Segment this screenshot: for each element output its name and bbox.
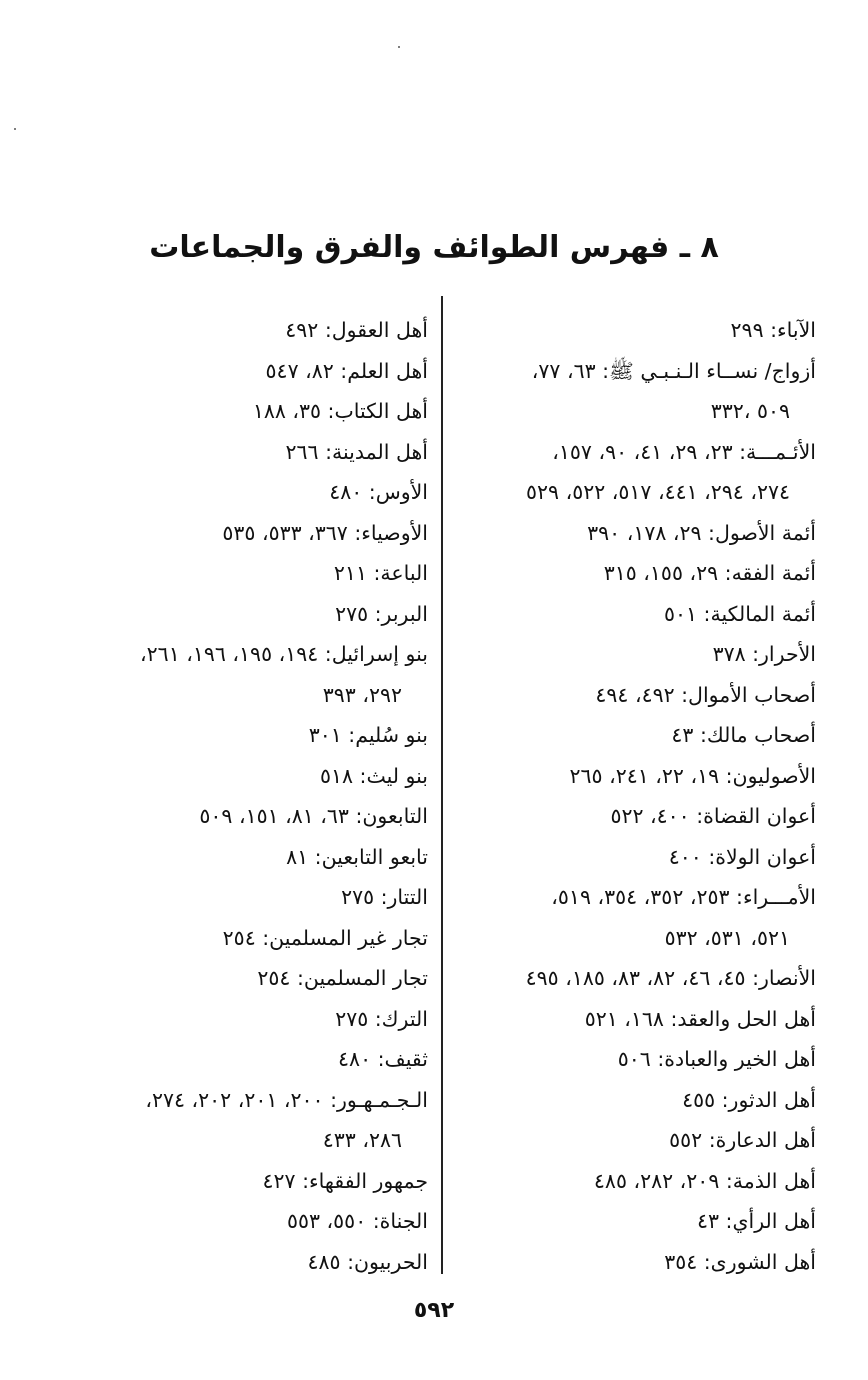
index-entry bbox=[8, 1242, 428, 1283]
index-entry bbox=[424, 351, 816, 432]
index-entry-line: أهل الذمة: ٢٠٩، ٢٨٢، ٤٨٥ bbox=[593, 1168, 816, 1193]
index-entry-line: أهل العلم: ٨٢، ٥٤٧ bbox=[265, 358, 428, 383]
index-entry bbox=[8, 553, 428, 594]
column-divider bbox=[441, 296, 443, 1274]
index-entry-line: أصحاب الأموال: ٤٩٢، ٤٩٤ bbox=[595, 682, 816, 707]
index-entry-line: تابعو التابعين: ٨١ bbox=[286, 844, 428, 869]
index-entry bbox=[8, 391, 428, 432]
index-entry bbox=[8, 594, 428, 635]
index-entry-line: الأنصار: ٤٥، ٤٦، ٨٢، ٨٣، ١٨٥، ٤٩٥ bbox=[525, 966, 816, 990]
index-entry bbox=[8, 351, 428, 392]
index-entry bbox=[424, 1161, 816, 1202]
index-entry bbox=[8, 918, 428, 959]
stray-mark-left bbox=[14, 128, 16, 130]
index-entry-line: الأصوليون: ١٩، ٢٢، ٢٤١، ٢٦٥ bbox=[569, 763, 816, 788]
index-entry bbox=[424, 837, 816, 878]
index-entry-line: أهل الكتاب: ٣٥، ١٨٨ bbox=[252, 399, 428, 423]
index-entry-line: جمهور الفقهاء: ٤٢٧ bbox=[262, 1168, 428, 1193]
index-entry bbox=[8, 310, 428, 351]
index-entry-line: تجار غير المسلمين: ٢٥٤ bbox=[222, 925, 428, 950]
index-entry-line: أهل الدثور: ٤٥٥ bbox=[682, 1087, 816, 1112]
index-entry bbox=[424, 513, 816, 554]
index-entry-line: أهل المدينة: ٢٦٦ bbox=[285, 439, 428, 464]
index-entry bbox=[8, 999, 428, 1040]
index-entry bbox=[8, 877, 428, 918]
index-entry-continuation: ٢٧٤، ٢٩٤، ٤٤١، ٥١٧، ٥٢٢، ٥٢٩ bbox=[526, 480, 790, 504]
index-entry bbox=[8, 634, 428, 715]
index-entry bbox=[424, 1201, 816, 1242]
index-entry bbox=[424, 1039, 816, 1080]
index-entry-line: أهل الشورى: ٣٥٤ bbox=[664, 1249, 816, 1274]
index-entry bbox=[8, 1039, 428, 1080]
index-entry-line: الحربيون: ٤٨٥ bbox=[307, 1249, 428, 1274]
index-entry bbox=[8, 1161, 428, 1202]
index-entry-continuation: ٥٠٩ ،٣٣٢ bbox=[710, 399, 790, 423]
index-entry-line: التابعون: ٦٣، ٨١، ١٥١، ٥٠٩ bbox=[199, 804, 428, 828]
index-entry-line: أهل الدعارة: ٥٥٢ bbox=[669, 1128, 816, 1152]
index-entry bbox=[424, 1242, 816, 1283]
index-entry-line: بنو إسرائيل: ١٩٤، ١٩٥، ١٩٦، ٢٦١، bbox=[140, 642, 428, 666]
index-entry-line: أعوان الولاة: ٤٠٠ bbox=[668, 844, 816, 869]
index-entry-line: البربر: ٢٧٥ bbox=[335, 601, 428, 626]
index-entry bbox=[424, 999, 816, 1040]
index-entry bbox=[8, 715, 428, 756]
page-title: ٨ ـ فهرس الطوائف والفرق والجماعات bbox=[149, 230, 719, 265]
index-entry-line: أهل الحل والعقد: ١٦٨، ٥٢١ bbox=[584, 1006, 816, 1031]
index-entry-line: الآباء: ٢٩٩ bbox=[730, 318, 816, 342]
index-entry-line: الأحرار: ٣٧٨ bbox=[712, 642, 816, 666]
index-entry-continuation: ٢٩٢، ٣٩٣ bbox=[322, 682, 402, 707]
page-number: ٥٩٢ bbox=[413, 1298, 455, 1323]
index-entry-line: الأمـــراء: ٢٥٣، ٣٥٢، ٣٥٤، ٥١٩، bbox=[551, 885, 816, 909]
index-entry-line: الأوس: ٤٨٠ bbox=[329, 480, 428, 504]
index-entry bbox=[424, 553, 816, 594]
index-entry bbox=[424, 310, 816, 351]
index-entry-line: أزواج/ نســاء الـنـبـي ﷺ: ٦٣، ٧٧، bbox=[531, 358, 816, 383]
index-entry bbox=[424, 1120, 816, 1161]
index-column-left bbox=[8, 310, 428, 1282]
index-entry-continuation: ٢٨٦، ٤٣٣ bbox=[322, 1128, 402, 1152]
index-entry-line: أهل الخير والعبادة: ٥٠٦ bbox=[617, 1047, 816, 1071]
index-entry-line: ثقيف: ٤٨٠ bbox=[338, 1047, 428, 1071]
index-entry bbox=[8, 1201, 428, 1242]
index-column-right bbox=[424, 310, 816, 1282]
index-entry bbox=[8, 1080, 428, 1161]
index-entry-line: أئمة المالكية: ٥٠١ bbox=[663, 601, 816, 626]
index-entry bbox=[8, 432, 428, 473]
index-entry bbox=[424, 715, 816, 756]
index-entry bbox=[424, 1080, 816, 1121]
index-entry-line: الجناة: ٥٥٠، ٥٥٣ bbox=[286, 1209, 428, 1233]
index-entry-continuation: ٥٢١، ٥٣١، ٥٣٢ bbox=[664, 925, 790, 950]
index-entry bbox=[8, 837, 428, 878]
index-entry-line: أهل الرأي: ٤٣ bbox=[697, 1209, 816, 1233]
index-entry bbox=[8, 796, 428, 837]
index-entry bbox=[8, 756, 428, 797]
index-entry-line: الأئـمـــة: ٢٣، ٢٩، ٤١، ٩٠، ١٥٧، bbox=[552, 439, 816, 464]
index-entry bbox=[424, 432, 816, 513]
index-entry-line: أئمة الفقه: ٢٩، ١٥٥، ٣١٥ bbox=[603, 561, 816, 585]
index-entry-line: الأوصياء: ٣٦٧، ٥٣٣، ٥٣٥ bbox=[222, 520, 428, 545]
index-entry bbox=[424, 675, 816, 716]
index-entry bbox=[424, 634, 816, 675]
index-entry-line: أصحاب مالك: ٤٣ bbox=[671, 723, 816, 747]
index-entry bbox=[424, 958, 816, 999]
index-entry-line: أئمة الأصول: ٢٩، ١٧٨، ٣٩٠ bbox=[587, 520, 816, 545]
index-entry-line: الترك: ٢٧٥ bbox=[335, 1006, 428, 1031]
index-entry bbox=[424, 877, 816, 958]
index-entry bbox=[8, 958, 428, 999]
index-entry-line: بنو ليث: ٥١٨ bbox=[319, 763, 428, 788]
stray-mark-top bbox=[398, 46, 400, 48]
index-entry bbox=[424, 756, 816, 797]
index-entry bbox=[424, 796, 816, 837]
index-entry-line: الباعة: ٢١١ bbox=[333, 561, 428, 585]
index-entry-line: أعوان القضاة: ٤٠٠، ٥٢٢ bbox=[610, 804, 816, 828]
index-entry-line: تجار المسلمين: ٢٥٤ bbox=[257, 966, 428, 990]
index-entry-line: أهل العقول: ٤٩٢ bbox=[285, 318, 428, 342]
index-entry-line: الـجـمـهـور: ٢٠٠، ٢٠١، ٢٠٢، ٢٧٤، bbox=[145, 1087, 428, 1112]
index-entry bbox=[8, 472, 428, 513]
index-entry bbox=[424, 594, 816, 635]
index-entry-line: بنو سُليم: ٣٠١ bbox=[308, 723, 428, 747]
index-entry bbox=[8, 513, 428, 554]
index-entry-line: التتار: ٢٧٥ bbox=[341, 885, 428, 909]
